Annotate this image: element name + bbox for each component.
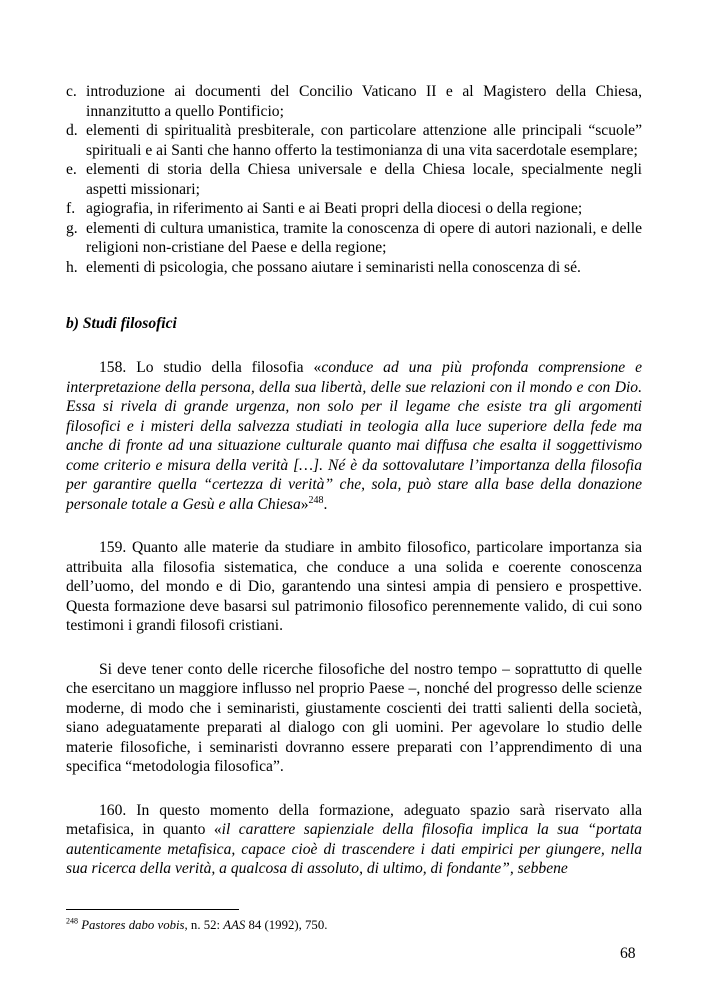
section-heading: b) Studi filosofici xyxy=(66,315,177,332)
footnote-journal: AAS xyxy=(223,918,246,932)
list-label: h. xyxy=(66,258,78,276)
footnote-title: Pastores dabo vobis xyxy=(81,918,185,932)
list-text: elementi di cultura umanistica, tramite la conoscenza di opere di autori nazionali, e delle religioni non-cristiane del Paese e della regione; xyxy=(86,219,642,256)
list-text: introduzione ai documenti del Concilio Vaticano II e al Magistero della Chiesa, innanzitutto a quello Pontificio; xyxy=(86,83,642,120)
list-text: elementi di spiritualità presbiterale, con particolare attenzione alle principali “scuole” spirituali e ai Santi che hanno offerto la testimonianza di una vita sacerdotale esemplare; xyxy=(86,122,642,159)
paragraph-158 xyxy=(66,358,642,514)
page-body xyxy=(66,82,642,879)
list-label: e. xyxy=(66,161,77,178)
paragraph-160 xyxy=(66,801,642,879)
footnote-ref[interactable]: 248 xyxy=(308,494,324,506)
formation-elements-list xyxy=(66,82,642,277)
footnote-ref-text: , n. 52: xyxy=(184,918,224,932)
list-item xyxy=(66,121,642,160)
list-label: g. xyxy=(66,219,78,237)
page-number: 68 xyxy=(620,945,636,962)
para-lead: 158. Lo studio della filosofia « xyxy=(99,359,322,376)
para-lead: 160. In questo momento della formazione, adeguato spazio sarà riservato alla metafisica, in quanto « xyxy=(66,801,642,838)
list-item xyxy=(66,199,642,219)
list-item xyxy=(66,82,642,121)
list-item xyxy=(66,160,642,199)
list-item xyxy=(66,219,642,258)
list-text: elementi di storia della Chiesa universale e della Chiesa locale, specialmente negli aspetti missionari; xyxy=(86,161,642,198)
footnote-citation: 84 (1992), 750. xyxy=(245,918,328,932)
list-label: f. xyxy=(66,200,76,217)
footnote xyxy=(66,917,327,933)
paragraph-159: 159. Quanto alle materie da studiare in ambito filosofico, particolare importanza sia attribuita alla filosofia sistematica, che conduce a una solida e coerente conoscenza dell’uomo, del mondo e di Dio, garantendo una sintesi ampia di pensiero e prospettive. Questa formazione deve basarsi sul patrimonio filosofico perennemente valido, di cui sono testimoni i grandi filosofi cristiani. xyxy=(66,539,642,634)
list-text: elementi di psicologia, che possano aiutare i seminaristi nella conoscenza di sé. xyxy=(86,258,581,276)
list-item xyxy=(66,258,642,278)
list-label: c. xyxy=(66,83,77,100)
para-end: . xyxy=(323,495,328,513)
list-label: d. xyxy=(66,122,78,139)
footnote-divider xyxy=(66,909,239,910)
paragraph-159-continued: Si deve tener conto delle ricerche filosofiche del nostro tempo – soprattutto di quelle che esercitano un maggiore influsso nel proprio Paese –, nonché del progresso delle scienze moderne, di modo che i seminaristi, giustamente coscienti dei tratti salienti della società, siano adeguatamente preparati al dialogo con gli uomini. Per agevolare lo studio delle materie filosofiche, i seminaristi dovranno essere preparati con l’apprendimento di una specifica “metodologia filosofica”. xyxy=(66,660,642,775)
list-text: agiografia, in riferimento ai Santi e ai Beati propri della diocesi o della regione; xyxy=(86,200,583,217)
footnote-number: 248 xyxy=(66,916,78,926)
quote-close: » xyxy=(300,495,309,513)
quotation: conduce ad una più profonda comprensione e interpretazione della persona, della sua libertà, delle sue relazioni con il mondo e con Dio. Essa si rivela di grande urgenza, non solo per il legame che esiste tra gli argomenti filosofici e i misteri della salvezza studiati in teologia alla luce superiore della fede ma anche di fronte ad una situazione culturale quanto mai diffusa che esalta il soggettivismo come criterio e misura della verità […]. Né è da sottovalutare l’importanza della filosofia per garantire quella “certezza di verità” che, sola, può stare alla base della donazione personale totale a Gesù e alla Chiesa xyxy=(66,359,642,513)
quotation: il carattere sapienziale della filosofia implica la sua “portata autenticamente metafisica, capace cioè di trascendere i dati empirici per giungere, nella sua ricerca della verità, a qualcosa di assoluto, di ultimo, di fondante”, sebbene xyxy=(66,821,642,877)
